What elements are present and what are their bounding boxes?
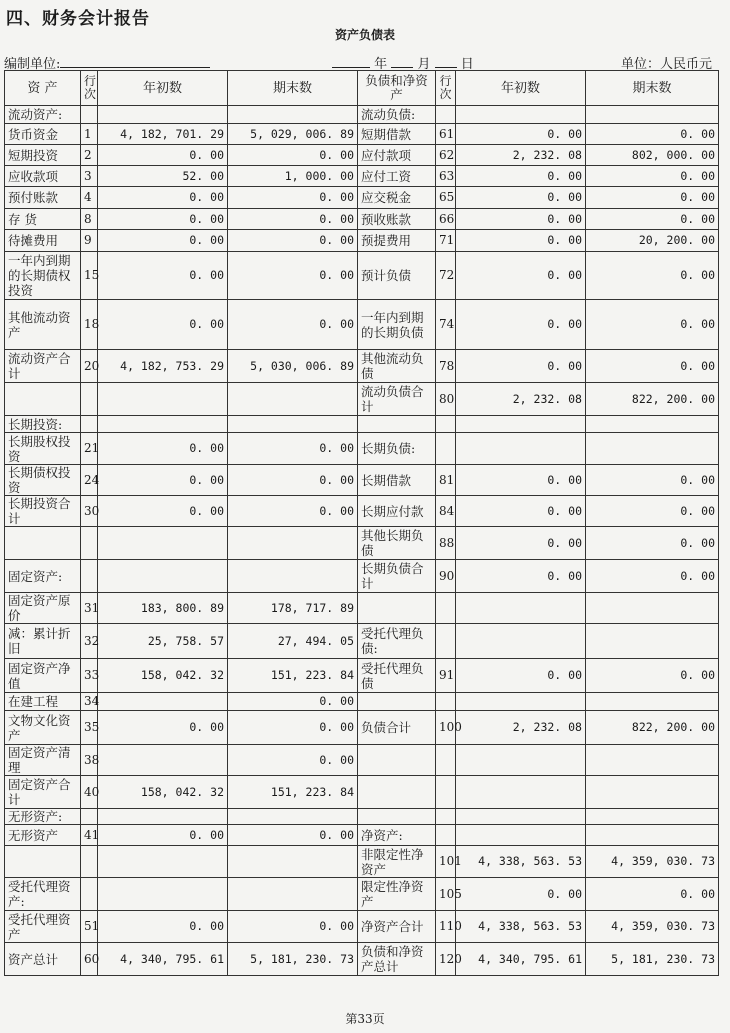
liability-line-no (436, 416, 456, 433)
liability-end-value: 0. 00 (586, 560, 719, 593)
liability-line-no: 71 (436, 230, 456, 252)
asset-line-no: 20 (81, 350, 98, 383)
asset-item: 受托代理资产 (5, 911, 81, 943)
liability-item: 应交税金 (358, 187, 436, 209)
liability-end-value: 822, 200. 00 (586, 711, 719, 745)
asset-item: 其他流动资产 (5, 300, 81, 350)
asset-begin-value: 0. 00 (98, 825, 228, 846)
asset-line-no: 32 (81, 624, 98, 659)
table-row (5, 416, 719, 433)
liability-line-no: 65 (436, 187, 456, 209)
asset-item: 预付账款 (5, 187, 81, 209)
liability-begin-value (456, 745, 586, 776)
liability-line-no: 78 (436, 350, 456, 383)
asset-begin-value: 52. 00 (98, 166, 228, 187)
liability-item: 预收账款 (358, 209, 436, 230)
asset-begin-value: 0. 00 (98, 465, 228, 496)
asset-end-value (228, 527, 358, 560)
liability-line-no (436, 593, 456, 624)
asset-item: 流动资产合计 (5, 350, 81, 383)
liability-line-no (436, 433, 456, 465)
liability-begin-value: 0. 00 (456, 659, 586, 693)
asset-end-value: 27, 494. 05 (228, 624, 358, 659)
asset-line-no: 9 (81, 230, 98, 252)
liability-end-value: 0. 00 (586, 187, 719, 209)
asset-item: 货币资金 (5, 124, 81, 145)
asset-begin-value (98, 745, 228, 776)
liability-begin-value: 2, 232. 08 (456, 145, 586, 166)
report-title: 资产负债表 (334, 28, 395, 42)
asset-begin-value: 4, 340, 795. 61 (98, 943, 228, 976)
asset-begin-value: 158, 042. 32 (98, 659, 228, 693)
liability-item: 非限定性净资产 (358, 846, 436, 878)
asset-line-no: 30 (81, 496, 98, 527)
liability-end-value (586, 416, 719, 433)
liability-begin-value: 0. 00 (456, 560, 586, 593)
liability-end-value: 5, 181, 230. 73 (586, 943, 719, 976)
liability-item: 负债和净资产总计 (358, 943, 436, 976)
liability-item: 应付款项 (358, 145, 436, 166)
asset-begin-value: 0. 00 (98, 230, 228, 252)
liability-line-no: 74 (436, 300, 456, 350)
page-number: 第33页 (345, 1012, 385, 1026)
asset-end-value: 178, 717. 89 (228, 593, 358, 624)
liability-end-value: 0. 00 (586, 209, 719, 230)
table-row (5, 809, 719, 825)
liability-end-value: 0. 00 (586, 124, 719, 145)
asset-item: 文物文化资产 (5, 711, 81, 745)
table-row (5, 846, 719, 878)
liability-end-value (586, 433, 719, 465)
asset-begin-value (98, 383, 228, 416)
liability-item (358, 745, 436, 776)
liability-line-no: 100 (436, 711, 456, 745)
asset-line-no: 21 (81, 433, 98, 465)
asset-end-value: 5, 030, 006. 89 (228, 350, 358, 383)
asset-begin-value (98, 809, 228, 825)
liability-item: 限定性净资产 (358, 878, 436, 911)
asset-end-value: 0. 00 (228, 252, 358, 300)
asset-line-no: 1 (81, 124, 98, 145)
liability-end-value: 4, 359, 030. 73 (586, 846, 719, 878)
asset-end-value: 0. 00 (228, 911, 358, 943)
asset-end-value (228, 383, 358, 416)
table-row (5, 711, 719, 745)
asset-end-value: 0. 00 (228, 300, 358, 350)
asset-item: 在建工程 (5, 693, 81, 711)
liability-item: 净资产合计 (358, 911, 436, 943)
preparer-blank (60, 55, 210, 68)
asset-begin-value: 4, 182, 753. 29 (98, 350, 228, 383)
liability-end-value: 0. 00 (586, 350, 719, 383)
liability-end-value: 0. 00 (586, 252, 719, 300)
asset-line-no (81, 416, 98, 433)
asset-line-no: 4 (81, 187, 98, 209)
asset-end-value (228, 416, 358, 433)
liability-item: 长期借款 (358, 465, 436, 496)
month-label: 月 (417, 57, 431, 72)
asset-item: 存 货 (5, 209, 81, 230)
asset-item: 长期投资合计 (5, 496, 81, 527)
header-end-2: 期末数 (586, 71, 719, 106)
liability-item: 预计负债 (358, 252, 436, 300)
liability-line-no: 101 (436, 846, 456, 878)
asset-line-no: 18 (81, 300, 98, 350)
asset-begin-value (98, 106, 228, 124)
asset-line-no: 33 (81, 659, 98, 693)
liability-line-no (436, 624, 456, 659)
asset-item: 待摊费用 (5, 230, 81, 252)
currency-unit: 单位：人民币元 (620, 57, 712, 72)
asset-line-no (81, 383, 98, 416)
asset-item: 减：累计折旧 (5, 624, 81, 659)
liability-item (358, 776, 436, 809)
liability-line-no: 105 (436, 878, 456, 911)
asset-item: 资产总计 (5, 943, 81, 976)
asset-end-value (228, 846, 358, 878)
liability-begin-value: 0. 00 (456, 187, 586, 209)
asset-begin-value: 0. 00 (98, 145, 228, 166)
asset-end-value: 0. 00 (228, 187, 358, 209)
liability-begin-value: 0. 00 (456, 166, 586, 187)
asset-line-no: 40 (81, 776, 98, 809)
asset-item: 应收款项 (5, 166, 81, 187)
liability-end-value (586, 593, 719, 624)
asset-begin-value (98, 527, 228, 560)
section-heading: 四、财务会计报告 (6, 9, 150, 29)
month-blank (391, 55, 413, 68)
asset-line-no (81, 560, 98, 593)
table-row (5, 560, 719, 593)
table-row (5, 252, 719, 300)
asset-item: 流动资产: (5, 106, 81, 124)
asset-end-value (228, 878, 358, 911)
liability-item: 一年内到期的长期负债 (358, 300, 436, 350)
liability-line-no (436, 106, 456, 124)
header-line: 行次 (81, 71, 98, 106)
table-row (5, 527, 719, 560)
asset-end-value: 0. 00 (228, 496, 358, 527)
liability-begin-value (456, 809, 586, 825)
liability-item: 长期负债: (358, 433, 436, 465)
table-row (5, 745, 719, 776)
liability-line-no: 90 (436, 560, 456, 593)
asset-item: 无形资产: (5, 809, 81, 825)
liability-begin-value: 2, 232. 08 (456, 383, 586, 416)
liability-item: 预提费用 (358, 230, 436, 252)
asset-begin-value: 0. 00 (98, 252, 228, 300)
table-row (5, 106, 719, 124)
table-row (5, 825, 719, 846)
liability-end-value: 0. 00 (586, 465, 719, 496)
liability-begin-value: 0. 00 (456, 124, 586, 145)
liability-begin-value: 4, 338, 563. 53 (456, 846, 586, 878)
liability-item (358, 693, 436, 711)
asset-begin-value: 0. 00 (98, 187, 228, 209)
liability-begin-value (456, 106, 586, 124)
liability-begin-value: 0. 00 (456, 878, 586, 911)
table-row (5, 300, 719, 350)
liability-item (358, 809, 436, 825)
asset-begin-value: 25, 758. 57 (98, 624, 228, 659)
asset-end-value: 0. 00 (228, 209, 358, 230)
table-row (5, 465, 719, 496)
liability-begin-value: 0. 00 (456, 252, 586, 300)
liability-end-value: 0. 00 (586, 527, 719, 560)
table-row (5, 624, 719, 659)
table-row (5, 187, 719, 209)
table-row (5, 659, 719, 693)
asset-item: 受托代理资产: (5, 878, 81, 911)
liability-line-no (436, 776, 456, 809)
liability-end-value: 0. 00 (586, 878, 719, 911)
liability-item: 其他流动负债 (358, 350, 436, 383)
asset-end-value: 0. 00 (228, 145, 358, 166)
liability-begin-value (456, 825, 586, 846)
asset-item: 长期股权投资 (5, 433, 81, 465)
liability-line-no (436, 809, 456, 825)
asset-item: 长期投资: (5, 416, 81, 433)
liability-end-value (586, 624, 719, 659)
asset-end-value: 0. 00 (228, 711, 358, 745)
liability-item: 其他长期负债 (358, 527, 436, 560)
liability-line-no: 80 (436, 383, 456, 416)
liability-line-no: 88 (436, 527, 456, 560)
liability-end-value: 0. 00 (586, 300, 719, 350)
table-row (5, 911, 719, 943)
asset-end-value: 0. 00 (228, 230, 358, 252)
liability-line-no: 62 (436, 145, 456, 166)
header-liabilities: 负债和净资产 (358, 71, 436, 106)
asset-item: 固定资产原价 (5, 593, 81, 624)
header-begin: 年初数 (98, 71, 228, 106)
asset-item: 固定资产: (5, 560, 81, 593)
liability-item: 净资产: (358, 825, 436, 846)
asset-begin-value: 4, 182, 701. 29 (98, 124, 228, 145)
asset-end-value: 0. 00 (228, 433, 358, 465)
liability-begin-value (456, 593, 586, 624)
liability-begin-value: 0. 00 (456, 465, 586, 496)
asset-line-no (81, 809, 98, 825)
asset-begin-value (98, 846, 228, 878)
asset-end-value: 151, 223. 84 (228, 776, 358, 809)
table-row (5, 693, 719, 711)
liability-begin-value (456, 693, 586, 711)
asset-line-no: 31 (81, 593, 98, 624)
liability-end-value: 4, 359, 030. 73 (586, 911, 719, 943)
asset-line-no: 38 (81, 745, 98, 776)
liability-end-value (586, 106, 719, 124)
liability-begin-value: 0. 00 (456, 209, 586, 230)
liability-end-value (586, 745, 719, 776)
asset-line-no: 15 (81, 252, 98, 300)
asset-line-no (81, 878, 98, 911)
asset-line-no: 2 (81, 145, 98, 166)
table-row (5, 496, 719, 527)
asset-end-value: 151, 223. 84 (228, 659, 358, 693)
table-row (5, 209, 719, 230)
asset-line-no: 35 (81, 711, 98, 745)
liability-end-value: 20, 200. 00 (586, 230, 719, 252)
asset-item (5, 846, 81, 878)
table-row (5, 230, 719, 252)
liability-line-no: 66 (436, 209, 456, 230)
liability-end-value: 0. 00 (586, 166, 719, 187)
liability-begin-value: 2, 232. 08 (456, 711, 586, 745)
liability-end-value: 822, 200. 00 (586, 383, 719, 416)
asset-begin-value (98, 878, 228, 911)
table-row (5, 776, 719, 809)
liability-item (358, 593, 436, 624)
liability-end-value: 0. 00 (586, 659, 719, 693)
table-row (5, 166, 719, 187)
asset-end-value: 5, 029, 006. 89 (228, 124, 358, 145)
asset-begin-value: 0. 00 (98, 711, 228, 745)
asset-begin-value: 158, 042. 32 (98, 776, 228, 809)
asset-line-no: 8 (81, 209, 98, 230)
asset-line-no (81, 846, 98, 878)
liability-end-value (586, 776, 719, 809)
header-begin-2: 年初数 (456, 71, 586, 106)
liability-end-value: 802, 000. 00 (586, 145, 719, 166)
asset-line-no (81, 106, 98, 124)
liability-begin-value: 0. 00 (456, 230, 586, 252)
asset-item (5, 527, 81, 560)
liability-begin-value (456, 433, 586, 465)
asset-item: 无形资产 (5, 825, 81, 846)
liability-item: 短期借款 (358, 124, 436, 145)
asset-line-no: 51 (81, 911, 98, 943)
liability-begin-value: 0. 00 (456, 350, 586, 383)
header-line-2: 行次 (436, 71, 456, 106)
liability-end-value (586, 693, 719, 711)
asset-end-value (228, 560, 358, 593)
header-row (5, 71, 719, 106)
asset-begin-value (98, 693, 228, 711)
liability-item: 长期负债合计 (358, 560, 436, 593)
day-label: 日 (460, 57, 474, 72)
asset-line-no (81, 527, 98, 560)
year-label: 年 (374, 57, 388, 72)
liability-end-value (586, 825, 719, 846)
preparer-label: 编制单位: (4, 57, 61, 72)
liability-line-no: 91 (436, 659, 456, 693)
liability-item: 流动负债合计 (358, 383, 436, 416)
asset-end-value: 0. 00 (228, 745, 358, 776)
table-row (5, 350, 719, 383)
liability-line-no: 63 (436, 166, 456, 187)
asset-item: 固定资产净值 (5, 659, 81, 693)
liability-item (358, 416, 436, 433)
table-row (5, 593, 719, 624)
table-row (5, 145, 719, 166)
asset-item (5, 383, 81, 416)
liability-begin-value: 0. 00 (456, 527, 586, 560)
liability-end-value: 0. 00 (586, 496, 719, 527)
table-row (5, 383, 719, 416)
asset-begin-value: 183, 800. 89 (98, 593, 228, 624)
asset-line-no: 34 (81, 693, 98, 711)
liability-line-no (436, 693, 456, 711)
asset-end-value (228, 106, 358, 124)
asset-end-value: 5, 181, 230. 73 (228, 943, 358, 976)
asset-line-no: 24 (81, 465, 98, 496)
liability-item: 长期应付款 (358, 496, 436, 527)
header-asset: 资 产 (5, 71, 81, 106)
asset-item: 长期债权投资 (5, 465, 81, 496)
asset-end-value: 1, 000. 00 (228, 166, 358, 187)
table-row (5, 943, 719, 976)
asset-line-no: 41 (81, 825, 98, 846)
asset-begin-value: 0. 00 (98, 300, 228, 350)
asset-end-value: 0. 00 (228, 465, 358, 496)
asset-item: 短期投资 (5, 145, 81, 166)
liability-begin-value (456, 776, 586, 809)
liability-begin-value (456, 416, 586, 433)
asset-begin-value: 0. 00 (98, 433, 228, 465)
asset-begin-value: 0. 00 (98, 209, 228, 230)
liability-line-no: 120 (436, 943, 456, 976)
liability-begin-value: 0. 00 (456, 300, 586, 350)
balance-sheet-table (4, 70, 719, 976)
asset-line-no: 60 (81, 943, 98, 976)
liability-line-no: 72 (436, 252, 456, 300)
liability-item: 负债合计 (358, 711, 436, 745)
liability-end-value (586, 809, 719, 825)
asset-end-value (228, 809, 358, 825)
year-blank (332, 55, 370, 68)
liability-line-no: 110 (436, 911, 456, 943)
liability-item: 受托代理负债: (358, 624, 436, 659)
liability-begin-value (456, 624, 586, 659)
day-blank (435, 55, 457, 68)
asset-item: 固定资产合计 (5, 776, 81, 809)
liability-line-no: 61 (436, 124, 456, 145)
liability-item: 应付工资 (358, 166, 436, 187)
liability-begin-value: 4, 340, 795. 61 (456, 943, 586, 976)
asset-end-value: 0. 00 (228, 825, 358, 846)
table-row (5, 124, 719, 145)
table-row (5, 878, 719, 911)
asset-line-no: 3 (81, 166, 98, 187)
liability-item: 流动负债: (358, 106, 436, 124)
liability-line-no: 81 (436, 465, 456, 496)
asset-end-value: 0. 00 (228, 693, 358, 711)
liability-line-no: 84 (436, 496, 456, 527)
table-row (5, 433, 719, 465)
liability-line-no (436, 745, 456, 776)
liability-line-no (436, 825, 456, 846)
asset-begin-value (98, 560, 228, 593)
asset-begin-value: 0. 00 (98, 496, 228, 527)
liability-begin-value: 0. 00 (456, 496, 586, 527)
header-end: 期末数 (228, 71, 358, 106)
asset-begin-value (98, 416, 228, 433)
asset-item: 固定资产清理 (5, 745, 81, 776)
liability-begin-value: 4, 338, 563. 53 (456, 911, 586, 943)
asset-item: 一年内到期的长期债权投资 (5, 252, 81, 300)
liability-item: 受托代理负债 (358, 659, 436, 693)
asset-begin-value: 0. 00 (98, 911, 228, 943)
